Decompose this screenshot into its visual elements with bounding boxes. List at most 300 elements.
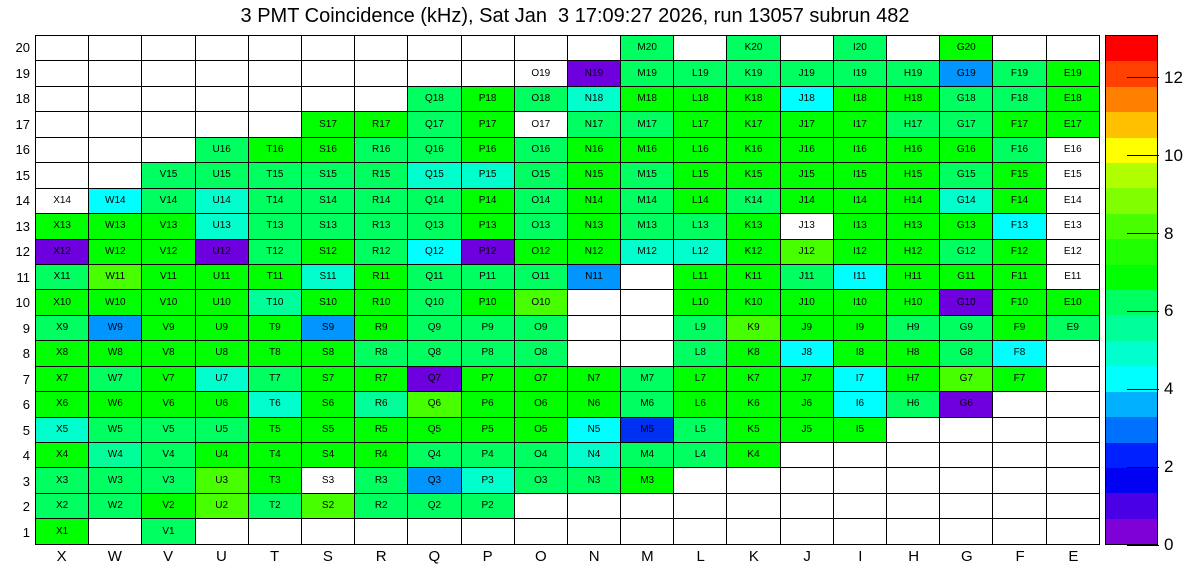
heatmap-cell: O19 [514, 61, 567, 86]
heatmap-cell-empty [142, 112, 195, 137]
heatmap-cell: O13 [514, 214, 567, 239]
heatmap-cell: S9 [301, 315, 354, 340]
heatmap-cell: S13 [301, 214, 354, 239]
heatmap-cell: Q3 [408, 468, 461, 493]
heatmap-cell-empty [301, 36, 354, 61]
heatmap-cell: O11 [514, 264, 567, 289]
heatmap-cell-empty [36, 86, 89, 111]
heatmap-cell-empty [461, 36, 514, 61]
heatmap-cell: M7 [621, 366, 674, 391]
heatmap-cell: L15 [674, 163, 727, 188]
heatmap-cell-empty [89, 61, 142, 86]
heatmap-cell: T6 [248, 392, 301, 417]
heatmap-cell: Q13 [408, 214, 461, 239]
heatmap-cell: H11 [887, 264, 940, 289]
heatmap-cell-empty [833, 443, 886, 468]
heatmap-cell: N19 [567, 61, 620, 86]
heatmap-cell: S5 [301, 417, 354, 442]
colorbar-band [1106, 443, 1157, 468]
heatmap-cell-empty [993, 417, 1046, 442]
heatmap-cell-empty [621, 519, 674, 545]
heatmap-cell: X2 [36, 493, 89, 518]
heatmap-cell-empty [1046, 417, 1099, 442]
heatmap-cell-empty [940, 443, 993, 468]
heatmap-cell: U2 [195, 493, 248, 518]
x-axis-tick-label: J [803, 548, 811, 565]
heatmap-cell-empty [355, 36, 408, 61]
heatmap-cell: T15 [248, 163, 301, 188]
colorbar [1105, 35, 1158, 545]
heatmap-cell: O18 [514, 86, 567, 111]
heatmap-cell-empty [248, 36, 301, 61]
x-axis-tick-label: U [215, 548, 227, 565]
heatmap-cell-empty [887, 443, 940, 468]
heatmap-cell: I18 [833, 86, 886, 111]
heatmap-cell-empty [780, 443, 833, 468]
heatmap-cell: G10 [940, 290, 993, 315]
heatmap-cell: T11 [248, 264, 301, 289]
heatmap-cell: K17 [727, 112, 780, 137]
heatmap-cell-empty [1046, 468, 1099, 493]
heatmap-cell: P15 [461, 163, 514, 188]
heatmap-cell: F19 [993, 61, 1046, 86]
heatmap-cell-empty [248, 519, 301, 545]
heatmap-cell: U4 [195, 443, 248, 468]
colorbar-tick-label: 8 [1164, 223, 1174, 243]
colorbar-band [1106, 87, 1157, 112]
heatmap-cell: R5 [355, 417, 408, 442]
heatmap-cell-empty [674, 519, 727, 545]
y-axis-tick-label: 15 [15, 167, 30, 183]
heatmap-cell-empty [993, 493, 1046, 518]
heatmap-cell: G17 [940, 112, 993, 137]
y-axis-tick-label: 6 [22, 397, 30, 413]
heatmap-cell: N16 [567, 137, 620, 162]
heatmap-cell: J5 [780, 417, 833, 442]
heatmap-cell: U13 [195, 214, 248, 239]
colorbar-tick-label: 4 [1164, 379, 1174, 399]
colorbar-band [1106, 417, 1157, 442]
y-axis-tick-label: 20 [15, 40, 30, 56]
heatmap-cell: W12 [89, 239, 142, 264]
heatmap-cell: L18 [674, 86, 727, 111]
heatmap-cell: V4 [142, 443, 195, 468]
heatmap-cell: K7 [727, 366, 780, 391]
y-axis-tick-label: 4 [22, 448, 30, 464]
heatmap-cell: V9 [142, 315, 195, 340]
heatmap-cell-empty [355, 86, 408, 111]
heatmap-cell: I5 [833, 417, 886, 442]
heatmap-cell: V3 [142, 468, 195, 493]
heatmap-cell: T16 [248, 137, 301, 162]
heatmap-cell: T14 [248, 188, 301, 213]
heatmap-cell: V15 [142, 163, 195, 188]
heatmap-cell: G12 [940, 239, 993, 264]
heatmap-cell: M17 [621, 112, 674, 137]
heatmap-cell: I10 [833, 290, 886, 315]
heatmap-cell: V7 [142, 366, 195, 391]
heatmap-cell: F13 [993, 214, 1046, 239]
heatmap-cell: L10 [674, 290, 727, 315]
colorbar-band [1106, 188, 1157, 213]
heatmap-cell: U9 [195, 315, 248, 340]
heatmap-cell: K9 [727, 315, 780, 340]
heatmap-cell-empty [408, 519, 461, 545]
heatmap-cell-empty [195, 519, 248, 545]
heatmap-cell: X7 [36, 366, 89, 391]
heatmap-cell-empty [248, 86, 301, 111]
heatmap-cell: I17 [833, 112, 886, 137]
heatmap-row [36, 36, 1100, 61]
heatmap-cell: K15 [727, 163, 780, 188]
heatmap-cell: R2 [355, 493, 408, 518]
heatmap-cell: K5 [727, 417, 780, 442]
heatmap-cell-empty [887, 417, 940, 442]
heatmap-cell: T9 [248, 315, 301, 340]
heatmap-cell: J7 [780, 366, 833, 391]
x-axis-tick-label: L [696, 548, 705, 565]
colorbar-tick-label: 10 [1164, 145, 1183, 165]
x-axis-tick-label: Q [428, 548, 441, 565]
heatmap-cell: M12 [621, 239, 674, 264]
heatmap-cell: K16 [727, 137, 780, 162]
heatmap-cell: S2 [301, 493, 354, 518]
heatmap-cell: S11 [301, 264, 354, 289]
heatmap-cell: O7 [514, 366, 567, 391]
heatmap-cell: K11 [727, 264, 780, 289]
heatmap-cell: G7 [940, 366, 993, 391]
heatmap-cell: S12 [301, 239, 354, 264]
heatmap-cell: F17 [993, 112, 1046, 137]
x-axis-tick-label: P [482, 548, 493, 565]
heatmap-cell: J16 [780, 137, 833, 162]
heatmap-cell: P16 [461, 137, 514, 162]
heatmap-cell: O9 [514, 315, 567, 340]
heatmap-cell-empty [301, 86, 354, 111]
heatmap-cell: E18 [1046, 86, 1099, 111]
heatmap-cell-empty [301, 519, 354, 545]
heatmap-row [36, 519, 1100, 545]
heatmap-cell-empty [621, 315, 674, 340]
heatmap-cell: V14 [142, 188, 195, 213]
heatmap-cell: T7 [248, 366, 301, 391]
heatmap-cell: T10 [248, 290, 301, 315]
heatmap-cell: H9 [887, 315, 940, 340]
y-axis-tick-label: 16 [15, 142, 30, 158]
heatmap-cell: G14 [940, 188, 993, 213]
heatmap-cell: L16 [674, 137, 727, 162]
heatmap-cell-empty [567, 315, 620, 340]
heatmap-cell-empty [621, 264, 674, 289]
heatmap-cell: N15 [567, 163, 620, 188]
heatmap-cell: Q18 [408, 86, 461, 111]
heatmap-cell-empty [993, 443, 1046, 468]
heatmap-cell: J6 [780, 392, 833, 417]
heatmap-cell: N4 [567, 443, 620, 468]
y-axis-tick-label: 19 [15, 65, 30, 81]
heatmap-cell: P9 [461, 315, 514, 340]
heatmap-cell: M5 [621, 417, 674, 442]
heatmap-cell-empty [142, 86, 195, 111]
heatmap-cell: R13 [355, 214, 408, 239]
heatmap-cell: Q10 [408, 290, 461, 315]
heatmap-cell: R17 [355, 112, 408, 137]
heatmap-cell-empty [567, 493, 620, 518]
heatmap-cell: K8 [727, 341, 780, 366]
heatmap-cell-empty [833, 493, 886, 518]
heatmap-cell: P6 [461, 392, 514, 417]
heatmap-cell-empty [36, 61, 89, 86]
colorbar-tick-line [1127, 467, 1159, 468]
heatmap-row [36, 188, 1100, 213]
y-axis-tick-label: 8 [22, 346, 30, 362]
heatmap-cell: X1 [36, 519, 89, 545]
heatmap-cell: J17 [780, 112, 833, 137]
heatmap-cell: H15 [887, 163, 940, 188]
heatmap-row [36, 214, 1100, 239]
heatmap-cell: U8 [195, 341, 248, 366]
heatmap-cell: O17 [514, 112, 567, 137]
y-axis-tick-label: 9 [22, 320, 30, 336]
heatmap-cell: S6 [301, 392, 354, 417]
x-axis-tick-label: G [961, 548, 973, 565]
heatmap-cell: M6 [621, 392, 674, 417]
heatmap-cell-empty [89, 163, 142, 188]
heatmap-cell: S16 [301, 137, 354, 162]
heatmap-cell-empty [727, 468, 780, 493]
heatmap-cell: N6 [567, 392, 620, 417]
heatmap-cell: U3 [195, 468, 248, 493]
x-axis-tick-label: N [588, 548, 600, 565]
heatmap-cell: R7 [355, 366, 408, 391]
heatmap-cell-empty [195, 112, 248, 137]
heatmap-cell: I13 [833, 214, 886, 239]
heatmap-cell-empty [89, 112, 142, 137]
heatmap-cell: I19 [833, 61, 886, 86]
heatmap-row [36, 392, 1100, 417]
heatmap-cell: W2 [89, 493, 142, 518]
heatmap-cell-empty [674, 36, 727, 61]
heatmap-cell: O14 [514, 188, 567, 213]
heatmap-cell-empty [36, 137, 89, 162]
heatmap-cell: O10 [514, 290, 567, 315]
heatmap-cell: U16 [195, 137, 248, 162]
heatmap-cell: P13 [461, 214, 514, 239]
heatmap-row [36, 137, 1100, 162]
heatmap-cell: U6 [195, 392, 248, 417]
heatmap-cell-empty [89, 519, 142, 545]
y-axis-tick-label: 10 [15, 295, 30, 311]
heatmap-cell: F12 [993, 239, 1046, 264]
heatmap-row [36, 61, 1100, 86]
heatmap-cell: X9 [36, 315, 89, 340]
x-axis-tick-label: O [535, 548, 547, 565]
colorbar-tick-label: 0 [1164, 535, 1174, 554]
heatmap-cell: T2 [248, 493, 301, 518]
colorbar-tick-line [1127, 233, 1159, 234]
heatmap-cell-empty [408, 61, 461, 86]
heatmap-cell: V11 [142, 264, 195, 289]
heatmap-cell: J19 [780, 61, 833, 86]
heatmap-cell: N5 [567, 417, 620, 442]
heatmap-cell: V1 [142, 519, 195, 545]
heatmap-cell: R9 [355, 315, 408, 340]
heatmap-cell: I9 [833, 315, 886, 340]
heatmap-cell: T3 [248, 468, 301, 493]
heatmap-cell: G6 [940, 392, 993, 417]
heatmap-cell: P7 [461, 366, 514, 391]
x-axis-tick-label: K [748, 548, 759, 565]
heatmap-row [36, 443, 1100, 468]
heatmap-cell: G8 [940, 341, 993, 366]
heatmap-cell-empty [1046, 443, 1099, 468]
heatmap-cell: L13 [674, 214, 727, 239]
heatmap-cell: W3 [89, 468, 142, 493]
heatmap-cell: Q12 [408, 239, 461, 264]
heatmap-cell: K14 [727, 188, 780, 213]
heatmap-cell-empty [887, 493, 940, 518]
heatmap-cell-empty [940, 468, 993, 493]
heatmap-cell: P5 [461, 417, 514, 442]
heatmap-cell: H8 [887, 341, 940, 366]
heatmap-cell: F7 [993, 366, 1046, 391]
heatmap-cell-empty [887, 519, 940, 545]
heatmap-cell: P3 [461, 468, 514, 493]
heatmap-cell: Q2 [408, 493, 461, 518]
heatmap-cell: Q6 [408, 392, 461, 417]
heatmap-cell: G16 [940, 137, 993, 162]
heatmap-cell: L6 [674, 392, 727, 417]
heatmap-cell-empty [248, 61, 301, 86]
heatmap-cell: X11 [36, 264, 89, 289]
heatmap-cell: J11 [780, 264, 833, 289]
colorbar-band [1106, 315, 1157, 340]
heatmap-cell: W7 [89, 366, 142, 391]
heatmap-cell-empty [89, 36, 142, 61]
heatmap-cell: K10 [727, 290, 780, 315]
heatmap-cell: R15 [355, 163, 408, 188]
chart-title: 3 PMT Coincidence (kHz), Sat Jan 3 17:09:27 2026, run 13057 subrun 482 [240, 5, 910, 27]
heatmap-cell: W11 [89, 264, 142, 289]
heatmap-cell-empty [89, 86, 142, 111]
heatmap-cell: J8 [780, 341, 833, 366]
heatmap-cell: J18 [780, 86, 833, 111]
heatmap-cell: X6 [36, 392, 89, 417]
heatmap-cell: G15 [940, 163, 993, 188]
heatmap-cell: E13 [1046, 214, 1099, 239]
heatmap-cell: E12 [1046, 239, 1099, 264]
colorbar-band [1106, 112, 1157, 137]
heatmap-cell: J10 [780, 290, 833, 315]
heatmap-cell: N12 [567, 239, 620, 264]
heatmap-cell: X5 [36, 417, 89, 442]
heatmap-cell: F18 [993, 86, 1046, 111]
heatmap-cell: I8 [833, 341, 886, 366]
heatmap-cell: Q15 [408, 163, 461, 188]
colorbar-band [1106, 239, 1157, 264]
heatmap-cell: U10 [195, 290, 248, 315]
heatmap-cell: K19 [727, 61, 780, 86]
heatmap-cell-empty [567, 519, 620, 545]
heatmap-cell: S8 [301, 341, 354, 366]
heatmap-cell: E10 [1046, 290, 1099, 315]
colorbar-tick-line [1127, 389, 1159, 390]
heatmap-cell: J12 [780, 239, 833, 264]
colorbar-band [1106, 265, 1157, 290]
heatmap-cell-empty [1046, 392, 1099, 417]
heatmap-cell: G18 [940, 86, 993, 111]
heatmap-cell: S7 [301, 366, 354, 391]
y-axis-tick-label: 3 [22, 473, 30, 489]
heatmap-cell: E11 [1046, 264, 1099, 289]
heatmap-cell: F9 [993, 315, 1046, 340]
colorbar-band [1106, 138, 1157, 163]
heatmap-cell: X12 [36, 239, 89, 264]
heatmap-cell-empty [461, 519, 514, 545]
heatmap-cell: R14 [355, 188, 408, 213]
heatmap-cell: W13 [89, 214, 142, 239]
x-axis-tick-label: V [163, 548, 174, 565]
heatmap-cell: E9 [1046, 315, 1099, 340]
y-axis-tick-label: 14 [15, 193, 30, 209]
heatmap-cell-empty [1046, 493, 1099, 518]
heatmap-cell: O16 [514, 137, 567, 162]
heatmap-cell: H6 [887, 392, 940, 417]
heatmap-cell: V5 [142, 417, 195, 442]
colorbar-tick-label: 12 [1164, 67, 1183, 87]
colorbar-band [1106, 341, 1157, 366]
heatmap-cell: M16 [621, 137, 674, 162]
heatmap-cell: S4 [301, 443, 354, 468]
heatmap-cell: P18 [461, 86, 514, 111]
heatmap-cell: P12 [461, 239, 514, 264]
heatmap-cell: N14 [567, 188, 620, 213]
heatmap-cell-empty [993, 519, 1046, 545]
heatmap-row [36, 112, 1100, 137]
heatmap-cell: M4 [621, 443, 674, 468]
heatmap-cell: V2 [142, 493, 195, 518]
heatmap-row [36, 86, 1100, 111]
x-axis-tick-label: S [322, 548, 333, 565]
heatmap-cell: R16 [355, 137, 408, 162]
colorbar-tick-line [1127, 77, 1159, 78]
heatmap-cell: I7 [833, 366, 886, 391]
heatmap-cell: H12 [887, 239, 940, 264]
heatmap-cell: X10 [36, 290, 89, 315]
heatmap-cell-empty [940, 519, 993, 545]
heatmap-cell: I20 [833, 36, 886, 61]
heatmap-cell-empty [1046, 36, 1099, 61]
heatmap-cell-empty [514, 493, 567, 518]
heatmap-cell: W6 [89, 392, 142, 417]
heatmap-cell: O12 [514, 239, 567, 264]
heatmap-cell: J14 [780, 188, 833, 213]
heatmap-cell-empty [780, 493, 833, 518]
heatmap-cell: S17 [301, 112, 354, 137]
heatmap-cell: S15 [301, 163, 354, 188]
heatmap-cell: F11 [993, 264, 1046, 289]
heatmap-cell: Q16 [408, 137, 461, 162]
heatmap-cell: R3 [355, 468, 408, 493]
heatmap-cell-empty [567, 290, 620, 315]
y-axis-tick-label: 1 [22, 524, 30, 540]
heatmap-cell: F15 [993, 163, 1046, 188]
heatmap-cell: Q9 [408, 315, 461, 340]
heatmap-cell-empty [142, 137, 195, 162]
heatmap-cell: V12 [142, 239, 195, 264]
heatmap-cell-empty [567, 36, 620, 61]
heatmap-cell: E19 [1046, 61, 1099, 86]
